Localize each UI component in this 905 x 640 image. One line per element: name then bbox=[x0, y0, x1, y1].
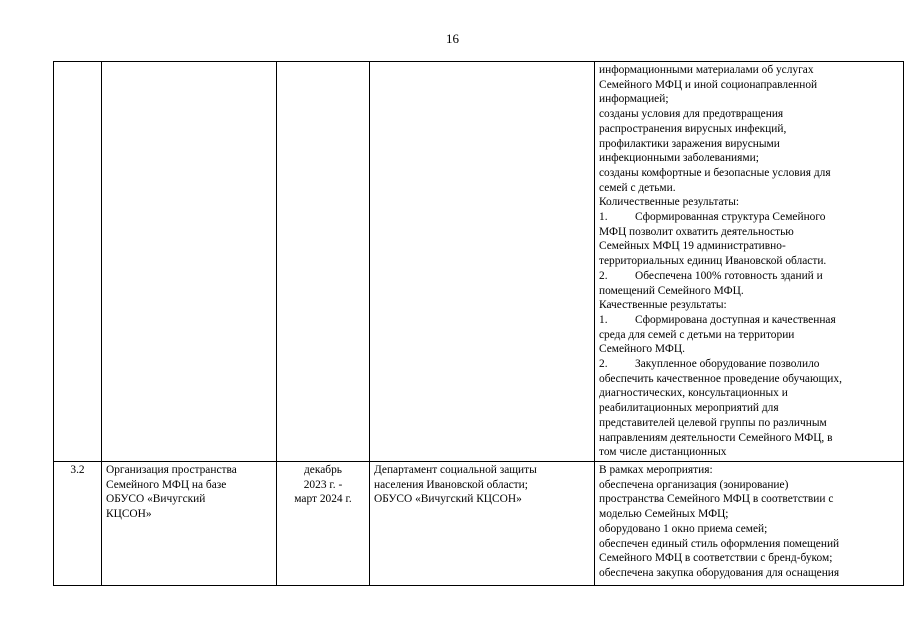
text-line: КЦСОН» bbox=[106, 508, 152, 521]
text-line: среда для семей с детьми на территории bbox=[599, 328, 795, 341]
row-number: 3.2 bbox=[70, 464, 85, 476]
text-line: Семейного МФЦ в соответствии с бренд-буком; bbox=[599, 552, 833, 565]
table-row bbox=[54, 62, 904, 462]
text-line: созданы условия для предотвращения bbox=[599, 108, 784, 121]
quality-item-2 bbox=[599, 357, 899, 372]
text-line: Департамент социальной защиты bbox=[374, 464, 537, 476]
cell-number bbox=[54, 62, 102, 462]
text-line: ОБУСО «Вичугский КЦСОН» bbox=[374, 493, 522, 506]
text-line: Семейного МФЦ на базе bbox=[106, 478, 227, 491]
text-line: МФЦ позволит охватить деятельностью bbox=[599, 225, 794, 238]
text-line: инфекционными заболеваниями; bbox=[599, 152, 759, 165]
text-line: населения Ивановской области; bbox=[374, 478, 528, 491]
item-number: 2. bbox=[599, 358, 608, 371]
text-line: ОБУСО «Вичугский bbox=[106, 493, 206, 506]
text-line: обеспечена закупка оборудования для оснащения bbox=[599, 566, 840, 579]
text-line: моделью Семейных МФЦ; bbox=[599, 508, 729, 521]
text-line: обеспечена организация (зонирование) bbox=[599, 478, 789, 491]
quantitative-heading: Количественные результаты: bbox=[599, 196, 740, 209]
cell-period bbox=[277, 462, 370, 586]
text-line: созданы комфортные и безопасные условия для bbox=[599, 166, 831, 179]
text-line: В рамках мероприятия: bbox=[599, 464, 713, 476]
item-text: Обеспечена 100% готовность зданий и bbox=[635, 269, 823, 282]
text-line: март 2024 г. bbox=[294, 493, 352, 506]
text-line: пространства Семейного МФЦ в соответствии с bbox=[599, 493, 834, 506]
quant-item-2 bbox=[599, 269, 899, 284]
text-line: реабилитационных мероприятий для bbox=[599, 402, 779, 415]
cell-results bbox=[595, 462, 904, 586]
cell-executor bbox=[370, 462, 595, 586]
text-line: информационными материалами об услугах bbox=[599, 64, 814, 76]
qualitative-heading: Качественные результаты: bbox=[599, 299, 727, 312]
text-line: диагностических, консультационных и bbox=[599, 387, 788, 400]
text-line: территориальных единиц Ивановской области. bbox=[599, 255, 827, 268]
text-line: 2023 г. - bbox=[303, 478, 343, 491]
text-line: обеспечить качественное проведение обучающих, bbox=[599, 372, 842, 385]
item-number: 1. bbox=[599, 313, 608, 326]
text-line: Семейного МФЦ и иной соционаправленной bbox=[599, 78, 818, 91]
cell-number bbox=[54, 462, 102, 586]
text-line: обеспечен единый стиль оформления помещений bbox=[599, 537, 840, 550]
text-line: распространения вирусных инфекций, bbox=[599, 122, 787, 135]
text-line: декабрь bbox=[304, 464, 342, 476]
item-number: 1. bbox=[599, 211, 608, 224]
quality-item-1 bbox=[599, 313, 899, 328]
item-text: Сформирована доступная и качественная bbox=[635, 313, 836, 326]
text-line: представителей целевой группы по различным bbox=[599, 416, 827, 429]
text-line: семей с детьми. bbox=[599, 181, 676, 194]
item-number: 2. bbox=[599, 269, 608, 282]
cell-measure-name bbox=[102, 62, 277, 462]
quant-item-1 bbox=[599, 210, 899, 225]
text-line: профилактики заражения вирусными bbox=[599, 137, 780, 150]
item-text: Сформированная структура Семейного bbox=[635, 211, 826, 224]
item-text: Закупленное оборудование позволило bbox=[635, 358, 820, 371]
text-line: помещений Семейного МФЦ. bbox=[599, 284, 744, 297]
table-row bbox=[54, 462, 904, 586]
text-line: Организация пространства bbox=[106, 464, 237, 476]
text-line: информацией; bbox=[599, 93, 669, 106]
cell-executor bbox=[370, 62, 595, 462]
measures-table bbox=[53, 61, 904, 586]
text-line: направлениям деятельности Семейного МФЦ, в bbox=[599, 431, 833, 444]
page-number: 16 bbox=[446, 31, 459, 46]
text-line: Семейного МФЦ. bbox=[599, 343, 685, 356]
cell-results bbox=[595, 62, 904, 462]
text-line: том числе дистанционных bbox=[599, 446, 727, 459]
cell-measure-name bbox=[102, 462, 277, 586]
text-line: Семейных МФЦ 19 административно- bbox=[599, 240, 786, 253]
cell-period bbox=[277, 62, 370, 462]
text-line: оборудовано 1 окно приема семей; bbox=[599, 522, 768, 535]
